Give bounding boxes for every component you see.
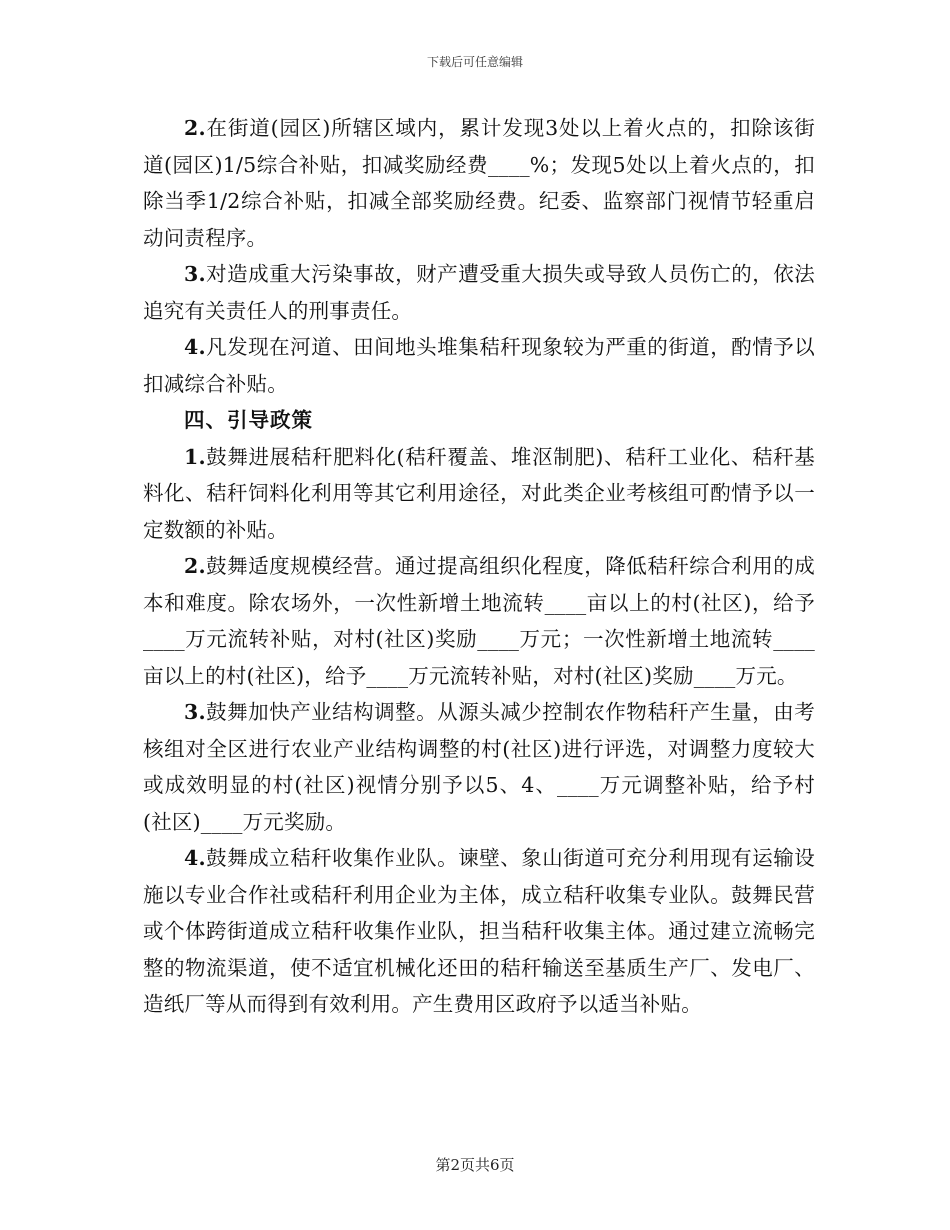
paragraph-number: 4.	[184, 335, 206, 359]
paragraph-text: 对造成重大污染事故，财产遭受重大损失或导致人员伤亡的，依法追究有关责任人的刑事责任。	[143, 262, 815, 323]
page-footer: 第2页共6页	[435, 1156, 515, 1174]
paragraph-text: 鼓舞适度规模经营。通过提高组织化程度，降低秸秆综合利用的成本和难度。除农场外，一次性新增土地流转____亩以上的村(社区)，给予____万元流转补贴，对村(社区)奖励____万元；一次性新增土地流转____亩以上的村(社区)，给予____万元流转补贴，对村(社区)奖励____万元。	[143, 554, 815, 688]
paragraph-policy-4	[143, 840, 815, 1023]
paragraph-policy-3	[143, 694, 815, 840]
paragraph-number: 4.	[184, 846, 206, 870]
section-heading: 四、引导政策	[184, 408, 313, 432]
paragraph-text: 鼓舞成立秸秆收集作业队。谏壁、象山街道可充分利用现有运输设施以专业合作社或秸秆利用企业为主体，成立秸秆收集专业队。鼓舞民营或个体跨街道成立秸秆收集作业队，担当秸秆收集主体。通过建立流畅完整的物流渠道，使不适宜机械化还田的秸秆输送至基质生产厂、发电厂、造纸厂等从而得到有效利用。产生费用区政府予以适当补贴。	[143, 846, 815, 1016]
paragraph-number: 2.	[184, 554, 206, 578]
paragraph-text: 在街道(园区)所辖区域内，累计发现3处以上着火点的，扣除该街道(园区)1/5综合补贴，扣减奖励经费____%；发现5处以上着火点的，扣除当季1/2综合补贴，扣减全部奖励经费。纪委、监察部门视情节轻重启动问责程序。	[143, 116, 815, 250]
paragraph-number: 3.	[184, 262, 206, 286]
paragraph-number: 1.	[184, 444, 206, 469]
paragraph-policy-1	[143, 439, 815, 549]
paragraph-text: 凡发现在河道、田间地头堆集秸秆现象较为严重的街道，酌情予以扣减综合补贴。	[143, 335, 815, 396]
paragraph-number: 3.	[184, 700, 206, 724]
paragraph-number: 2.	[184, 116, 206, 140]
paragraph-policy-2	[143, 548, 815, 694]
paragraph-text: 鼓舞加快产业结构调整。从源头减少控制农作物秸秆产生量，由考核组对全区进行农业产业结构调整的村(社区)进行评选，对调整力度较大或成效明显的村(社区)视情分别予以5、4、____万元调整补贴，给予村(社区)____万元奖励。	[143, 700, 815, 834]
paragraph-penalty-4	[143, 329, 815, 402]
document-body	[143, 110, 815, 1023]
page-header: 下载后可任意编辑	[426, 55, 523, 69]
paragraph-penalty-2	[143, 110, 815, 256]
paragraph-penalty-3	[143, 256, 815, 329]
paragraph-text: 鼓舞进展秸秆肥料化(秸秆覆盖、堆沤制肥)、秸秆工业化、秸秆基料化、秸秆饲料化利用等其它利用途径，对此类企业考核组可酌情予以一定数额的补贴。	[143, 444, 815, 542]
